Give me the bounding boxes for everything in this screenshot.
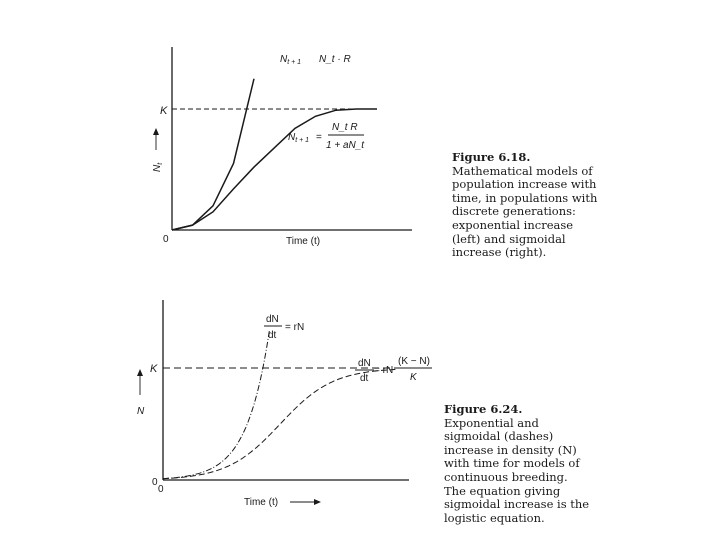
svg-text:K: K [410,372,417,383]
svg-text:dt: dt [360,373,369,384]
x-axis-arrow [290,499,321,505]
exponential-curve [163,330,269,478]
x-axis-label: Time (t) [244,497,279,508]
x-axis-label: Time (t) [286,236,321,247]
y-axis-label: N [137,406,145,417]
svg-text:Nt + 1: $N_{t + 1}$ [288,132,310,144]
caption-text: Exponential and sigmoidal (dashes) increase in density (N) with time for models of continuous breeding. The equation giving sigmoidal increase is the logistic equation. [444,415,590,525]
svg-text:1 + aN_t: 1 + aN_t [326,140,365,151]
logistic-curve [163,369,395,478]
svg-text:dN: dN [266,314,279,325]
svg-text:=: = [316,132,322,143]
exponential-equation [264,314,304,341]
x-origin-label: 0 [163,234,169,245]
caption-text: Mathematical models of population increase with time, in populations with discrete generations: exponential increase (left) and sigmoidal increase (right). [452,163,598,260]
caption-label: Figure 6.24. [444,402,523,416]
svg-text:dN: dN [358,358,371,369]
svg-text:= rN: = rN [285,322,305,333]
svg-text:N_t R: N_t R [332,122,358,133]
y-axis-arrow [137,369,143,395]
svg-text:(K − N): (K − N) [398,356,430,367]
svg-text:= rN: = rN [374,365,394,376]
svg-text:Nt + 1: $N_{t + 1}$ [280,54,302,66]
figure-caption-6-24 [444,403,590,525]
y-axis-label: $N_t$ [152,162,164,172]
svg-text:dt: dt [268,330,277,341]
y-origin-label: 0 [152,477,158,488]
k-label: K [150,363,158,375]
k-label: K [160,105,168,117]
x-origin-label: 0 [158,484,164,495]
svg-text:N_t · R: N_t · R [319,54,351,65]
caption-label: Figure 6.18. [452,150,531,164]
